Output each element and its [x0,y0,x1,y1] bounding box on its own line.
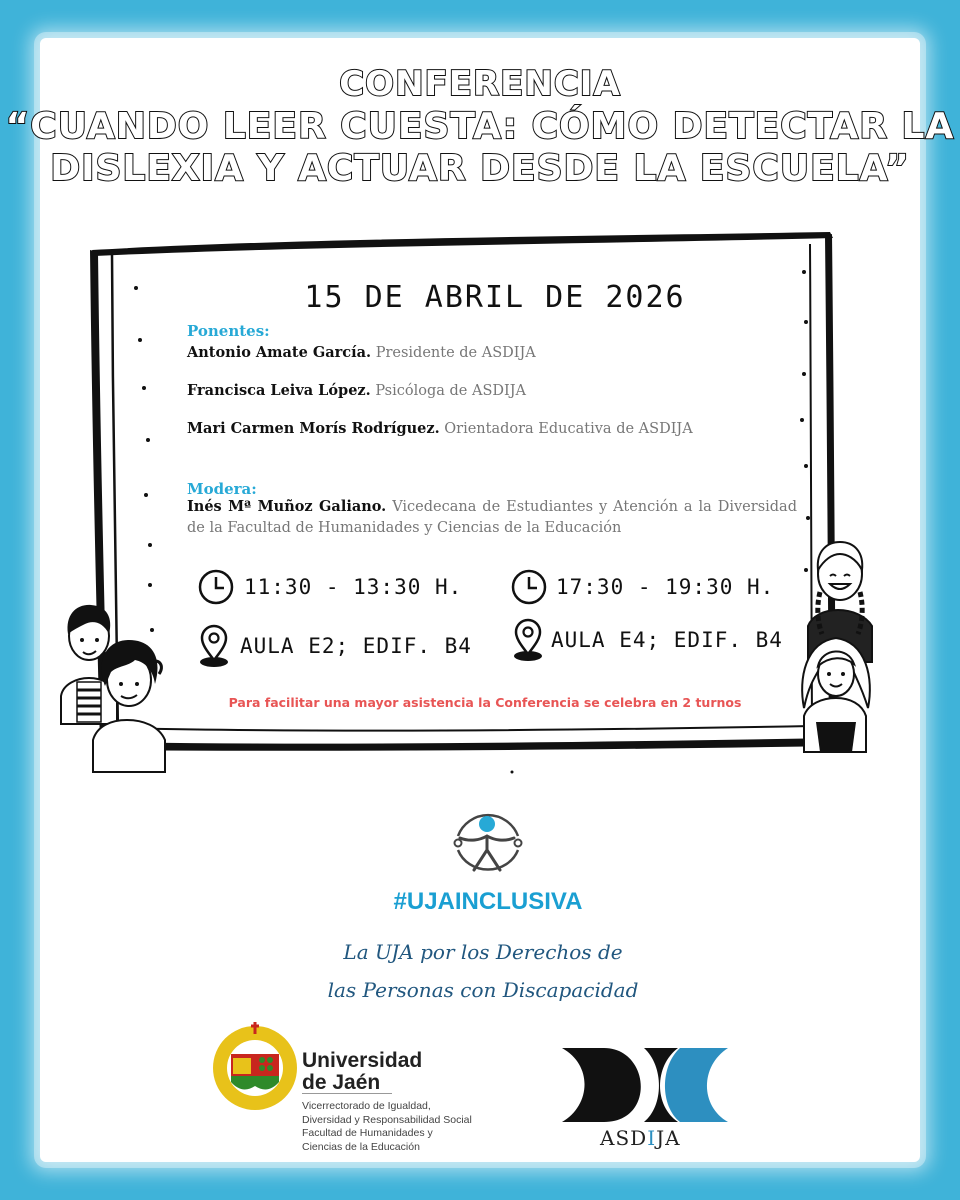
children-right-illustration [796,538,886,758]
session-1-time: 11:30 - 13:30 H. [244,575,463,599]
session-2-place: AULA E4; EDIF. B4 [551,628,783,652]
university-department [302,1100,472,1154]
turns-note: Para facilitar una mayor asistencia la Conferencia se celebra en 2 turnos [228,695,742,710]
speaker-name: Mari Carmen Morís Rodríguez. [187,420,440,437]
department-line: Diversidad y Responsabilidad Social [302,1113,472,1126]
session-2-time: 17:30 - 19:30 H. [556,575,775,599]
department-line: Facultad de Humanidades y [302,1127,433,1139]
title-line-2: “CUANDO LEER CUESTA: CÓMO DETECTAR LA [5,106,955,147]
event-date: 15 DE ABRIL DE 2026 [304,280,686,315]
location-pin-icon [196,624,236,670]
speaker-2 [187,382,526,399]
clock-icon [511,568,549,606]
speaker-role: Orientadora Educativa de ASDIJA [444,421,693,437]
asdija-logo [560,1046,730,1126]
speaker-role: Psicóloga de ASDIJA [375,383,527,399]
speakers-label: Ponentes: [187,322,270,340]
children-left-illustration [55,600,175,780]
speaker-role: Presidente de ASDIJA [375,345,536,361]
clock-icon [198,568,236,606]
hashtag: #UJAINCLUSIVA [393,888,583,915]
speaker-name: Francisca Leiva López. [187,382,371,399]
title-line-3: DISLEXIA Y ACTUAR DESDE LA ESCUELA” [50,148,910,189]
university-divider [302,1093,392,1094]
accessibility-icon [450,808,526,878]
speaker-1 [187,344,536,361]
moderator-label: Modera: [187,480,257,498]
slogan-line-1: La UJA por los Derechos de [343,940,623,964]
slogan-line-2: las Personas con Discapacidad [327,978,639,1002]
department-line: Ciencias de la Educación [302,1140,420,1153]
moderator-role: Vicedecana de Estudiantes y Atención a la Diversidad de la Facultad de Humanidades y Ciencias de la Educación [187,499,797,536]
speaker-3 [187,420,693,437]
speaker-name: Antonio Amate García. [187,344,372,361]
location-pin-icon [510,618,550,664]
session-1-place: AULA E2; EDIF. B4 [240,634,472,658]
moderator-text [187,496,797,539]
university-seal-logo [210,1020,300,1112]
title-line-1: CONFERENCIA [339,64,621,104]
university-name-line-1: Universidad [302,1049,423,1072]
moderator-name: Inés Mª Muñoz Galiano. [187,498,387,515]
university-name-line-2: de Jaén [302,1071,381,1094]
department-line: Vicerrectorado de Igualdad, [302,1100,431,1112]
university-name [302,1050,422,1094]
asdija-label: ASDIJA [600,1126,681,1150]
